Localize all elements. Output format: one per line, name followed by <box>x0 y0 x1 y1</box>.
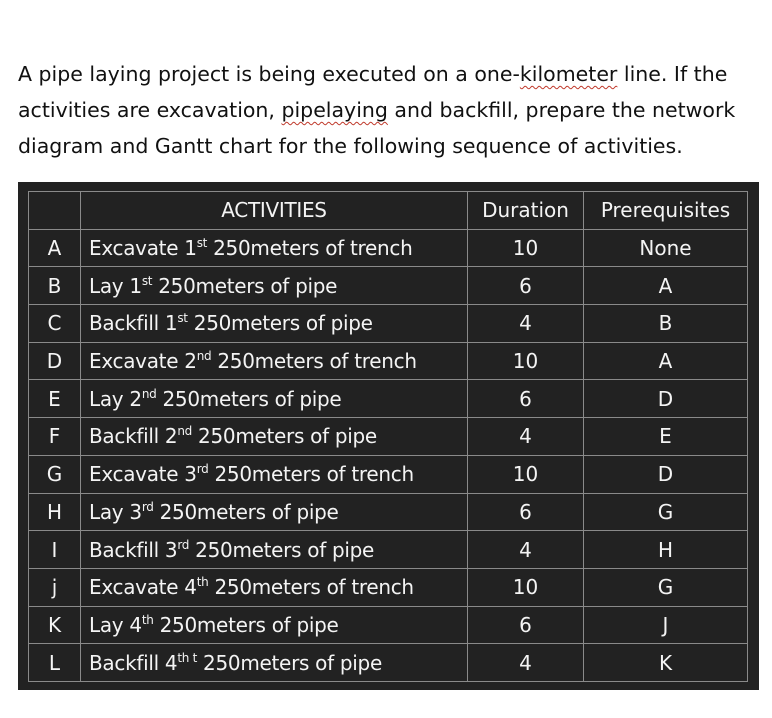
header-duration: Duration <box>468 192 584 230</box>
table-body <box>29 229 748 681</box>
activity-duration: 4 <box>468 531 584 569</box>
activity-description: Lay 2nd 250meters of pipe <box>81 380 468 418</box>
activity-id: C <box>29 305 81 343</box>
ordinal-suffix: rd <box>141 499 154 514</box>
table-row <box>29 493 748 531</box>
question-line-3: diagram and Gantt chart for the following sequence of activities. <box>18 134 683 158</box>
activity-prerequisite: None <box>584 229 748 267</box>
activity-prerequisite: E <box>584 418 748 456</box>
activity-table <box>28 191 748 682</box>
table-row <box>29 267 748 305</box>
activity-description: Backfill 1st 250meters of pipe <box>81 305 468 343</box>
activity-description: Lay 1st 250meters of pipe <box>81 267 468 305</box>
activity-id: D <box>29 342 81 380</box>
ordinal-suffix: rd <box>196 462 209 477</box>
table-row <box>29 568 748 606</box>
activity-id: H <box>29 493 81 531</box>
ordinal-suffix: th <box>196 575 209 590</box>
table-row <box>29 455 748 493</box>
activity-duration: 6 <box>468 493 584 531</box>
ordinal-suffix: nd <box>141 386 157 401</box>
activity-description: Lay 3rd 250meters of pipe <box>81 493 468 531</box>
ordinal-suffix: st <box>196 236 208 251</box>
activity-description: Excavate 4th 250meters of trench <box>81 568 468 606</box>
table-row <box>29 342 748 380</box>
ordinal-suffix: rd <box>177 537 190 552</box>
activity-description: Excavate 3rd 250meters of trench <box>81 455 468 493</box>
activity-id: F <box>29 418 81 456</box>
header-prerequisites: Prerequisites <box>584 192 748 230</box>
activity-description: Backfill 2nd 250meters of pipe <box>81 418 468 456</box>
ordinal-suffix: st <box>177 311 188 326</box>
activity-description: Excavate 1st 250meters of trench <box>81 229 468 267</box>
spellcheck-word: pipelaying <box>281 98 388 122</box>
activity-prerequisite: H <box>584 531 748 569</box>
activity-id: G <box>29 455 81 493</box>
table-row <box>29 418 748 456</box>
ordinal-suffix: st <box>141 273 153 288</box>
table-header-row <box>29 192 748 230</box>
activity-id: I <box>29 531 81 569</box>
table-row <box>29 229 748 267</box>
ordinal-suffix: nd <box>177 424 192 439</box>
activity-prerequisite: K <box>584 644 748 682</box>
activity-prerequisite: G <box>584 493 748 531</box>
activity-prerequisite: A <box>584 267 748 305</box>
ordinal-suffix: nd <box>196 349 212 364</box>
spellcheck-word: kilometer <box>519 62 618 86</box>
activity-duration: 6 <box>468 267 584 305</box>
header-activities: ACTIVITIES <box>81 192 468 230</box>
activity-table-image <box>18 182 759 690</box>
activity-duration: 4 <box>468 305 584 343</box>
activity-duration: 6 <box>468 380 584 418</box>
ordinal-suffix: th <box>141 612 154 627</box>
activity-id: K <box>29 606 81 644</box>
table-row <box>29 531 748 569</box>
activity-prerequisite: D <box>584 380 748 418</box>
ordinal-suffix: th t <box>177 650 197 665</box>
activity-duration: 10 <box>468 568 584 606</box>
activity-prerequisite: G <box>584 568 748 606</box>
activity-duration: 10 <box>468 229 584 267</box>
activity-duration: 4 <box>468 418 584 456</box>
activity-id: L <box>29 644 81 682</box>
activity-description: Excavate 2nd 250meters of trench <box>81 342 468 380</box>
activity-duration: 6 <box>468 606 584 644</box>
table-row <box>29 644 748 682</box>
activity-id: B <box>29 267 81 305</box>
activity-description: Lay 4th 250meters of pipe <box>81 606 468 644</box>
activity-prerequisite: A <box>584 342 748 380</box>
activity-duration: 10 <box>468 455 584 493</box>
question-line-1: A pipe laying project is being executed on a one-kilometer line. If the <box>18 62 728 86</box>
question-text <box>18 56 758 164</box>
activity-duration: 10 <box>468 342 584 380</box>
activity-id: E <box>29 380 81 418</box>
header-letter <box>29 192 81 230</box>
activity-description: Backfill 3rd 250meters of pipe <box>81 531 468 569</box>
table-row <box>29 380 748 418</box>
activity-description: Backfill $4^{th t}$ 250meters of pipe <box>81 644 468 682</box>
activity-id: j <box>29 568 81 606</box>
activity-prerequisite: J <box>584 606 748 644</box>
activity-duration: 4 <box>468 644 584 682</box>
table-row <box>29 305 748 343</box>
activity-prerequisite: B <box>584 305 748 343</box>
activity-prerequisite: D <box>584 455 748 493</box>
activity-id: A <box>29 229 81 267</box>
table-row <box>29 606 748 644</box>
question-line-2: activities are excavation, pipelaying and backfill, prepare the network <box>18 98 736 122</box>
